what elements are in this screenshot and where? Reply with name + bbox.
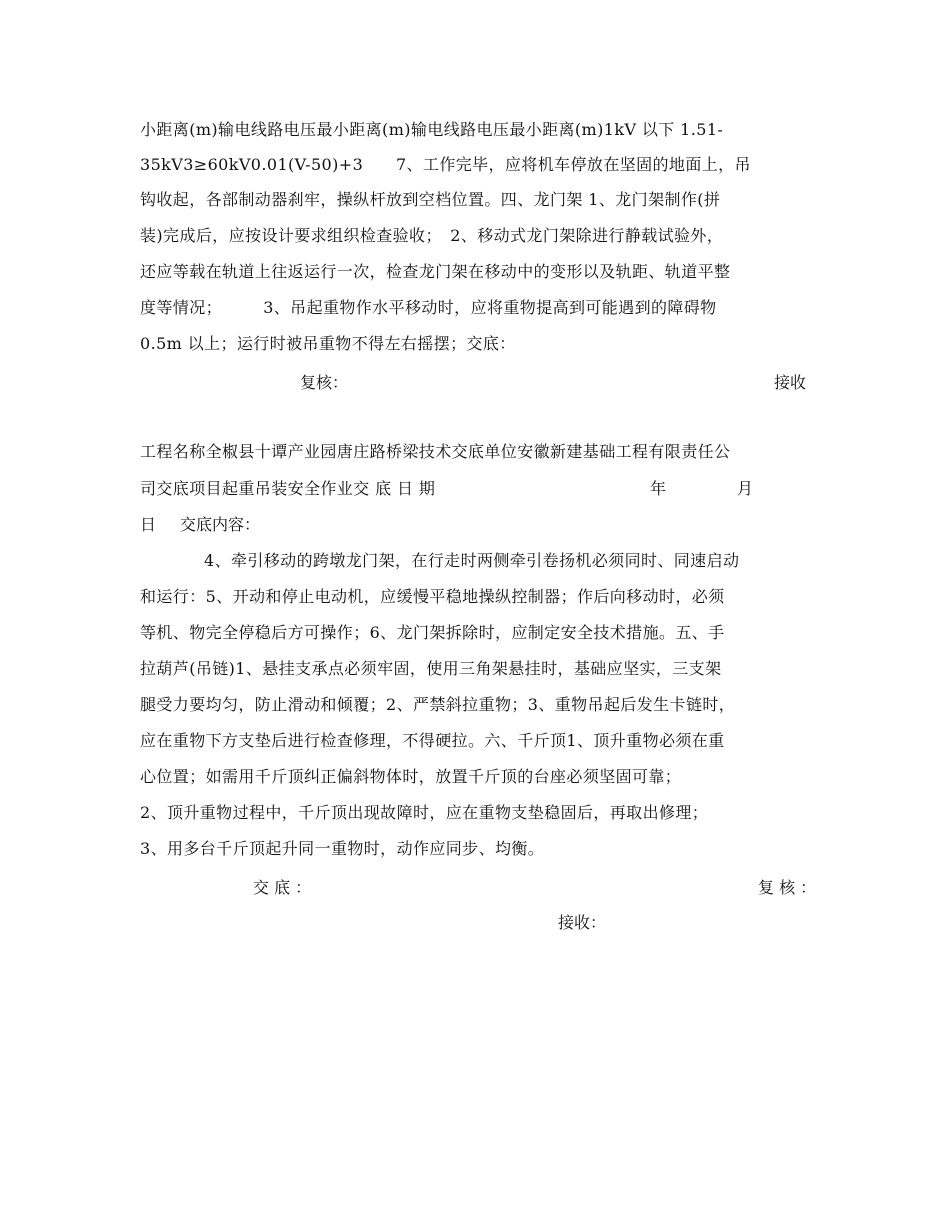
text-line: 应在重物下方支垫后进行检查修理，不得硬拉。六、千斤顶1、顶升重物必须在重 [140, 731, 725, 750]
text-line: 3、用多台千斤顶起升同一重物时，动作应同步、均衡。 [140, 839, 545, 858]
text-line: 和运行：5、开动和停止电动机，应缓慢平稳地操纵控制器；作后向移动时，必须 [140, 587, 725, 606]
text-line: 小距离(m)输电线路电压最小距离(m)输电线路电压最小距离(m)1kV 以下 1.51- [140, 120, 724, 139]
text-line: 还应等载在轨道上往返运行一次，检查龙门架在移动中的变形以及轨距、轨道平整 [140, 262, 731, 281]
content-label: 交底内容： [180, 515, 261, 534]
text-line: 4、牵引移动的跨墩龙门架，在行走时两侧牵引卷扬机必须同时、同速启动 [204, 551, 740, 570]
text-line: 0.5m 以上；运行时被吊重物不得左右摇摆；交底： [140, 334, 516, 353]
day-label: 日 [140, 515, 157, 534]
month-label: 月 [737, 479, 754, 498]
text-line: 2、顶升重物过程中，千斤顶出现故障时，应在重物支垫稳固后，再取出修理； [140, 803, 709, 822]
text-line: 度等情况； 3、吊起重物作水平移动时，应将重物提高到可能遇到的障碍物 [140, 298, 717, 317]
text-line: 拉葫芦(吊链)1、悬挂支承点必须牢固，使用三角架悬挂时，基础应坚实，三支架 [140, 659, 722, 678]
text-line: 钩收起，各部制动器刹牢，操纵杆放到空档位置。四、龙门架 1、龙门架制作(拼 [140, 190, 721, 209]
text-line: 35kV3≥60kV0.01(V-50)+3 7、工作完毕，应将机车停放在坚固的地面上，吊 [140, 155, 751, 174]
text-line: 等机、物完全停稳后方可操作；6、龙门架拆除时，应制定安全技术措施。五、手 [140, 623, 725, 642]
handover-label: 交 底 ： [253, 878, 312, 897]
project-header-line: 司交底项目起重吊装安全作业交 底 日 期 [140, 479, 436, 498]
text-line: 心位置；如需用千斤顶纠正偏斜物体时，放置千斤顶的台座必须坚固可靠； [140, 767, 682, 786]
project-header-line: 工程名称全椒县十谭产业园唐庄路桥梁技术交底单位安徽新建基础工程有限责任公 [140, 442, 731, 461]
year-label: 年 [650, 479, 667, 498]
receive-label: 接收： [558, 913, 607, 932]
receive-label: 接收 [774, 373, 807, 392]
review-label: 复核： [300, 373, 349, 392]
text-line: 装)完成后，应按设计要求组织检查验收； 2、移动式龙门架除进行静载试验外， [140, 226, 724, 245]
text-line: 腿受力要均匀，防止滑动和倾覆；2、严禁斜拉重物；3、重物吊起后发生卡链时， [140, 695, 736, 714]
review-label: 复 核 ： [758, 878, 817, 897]
